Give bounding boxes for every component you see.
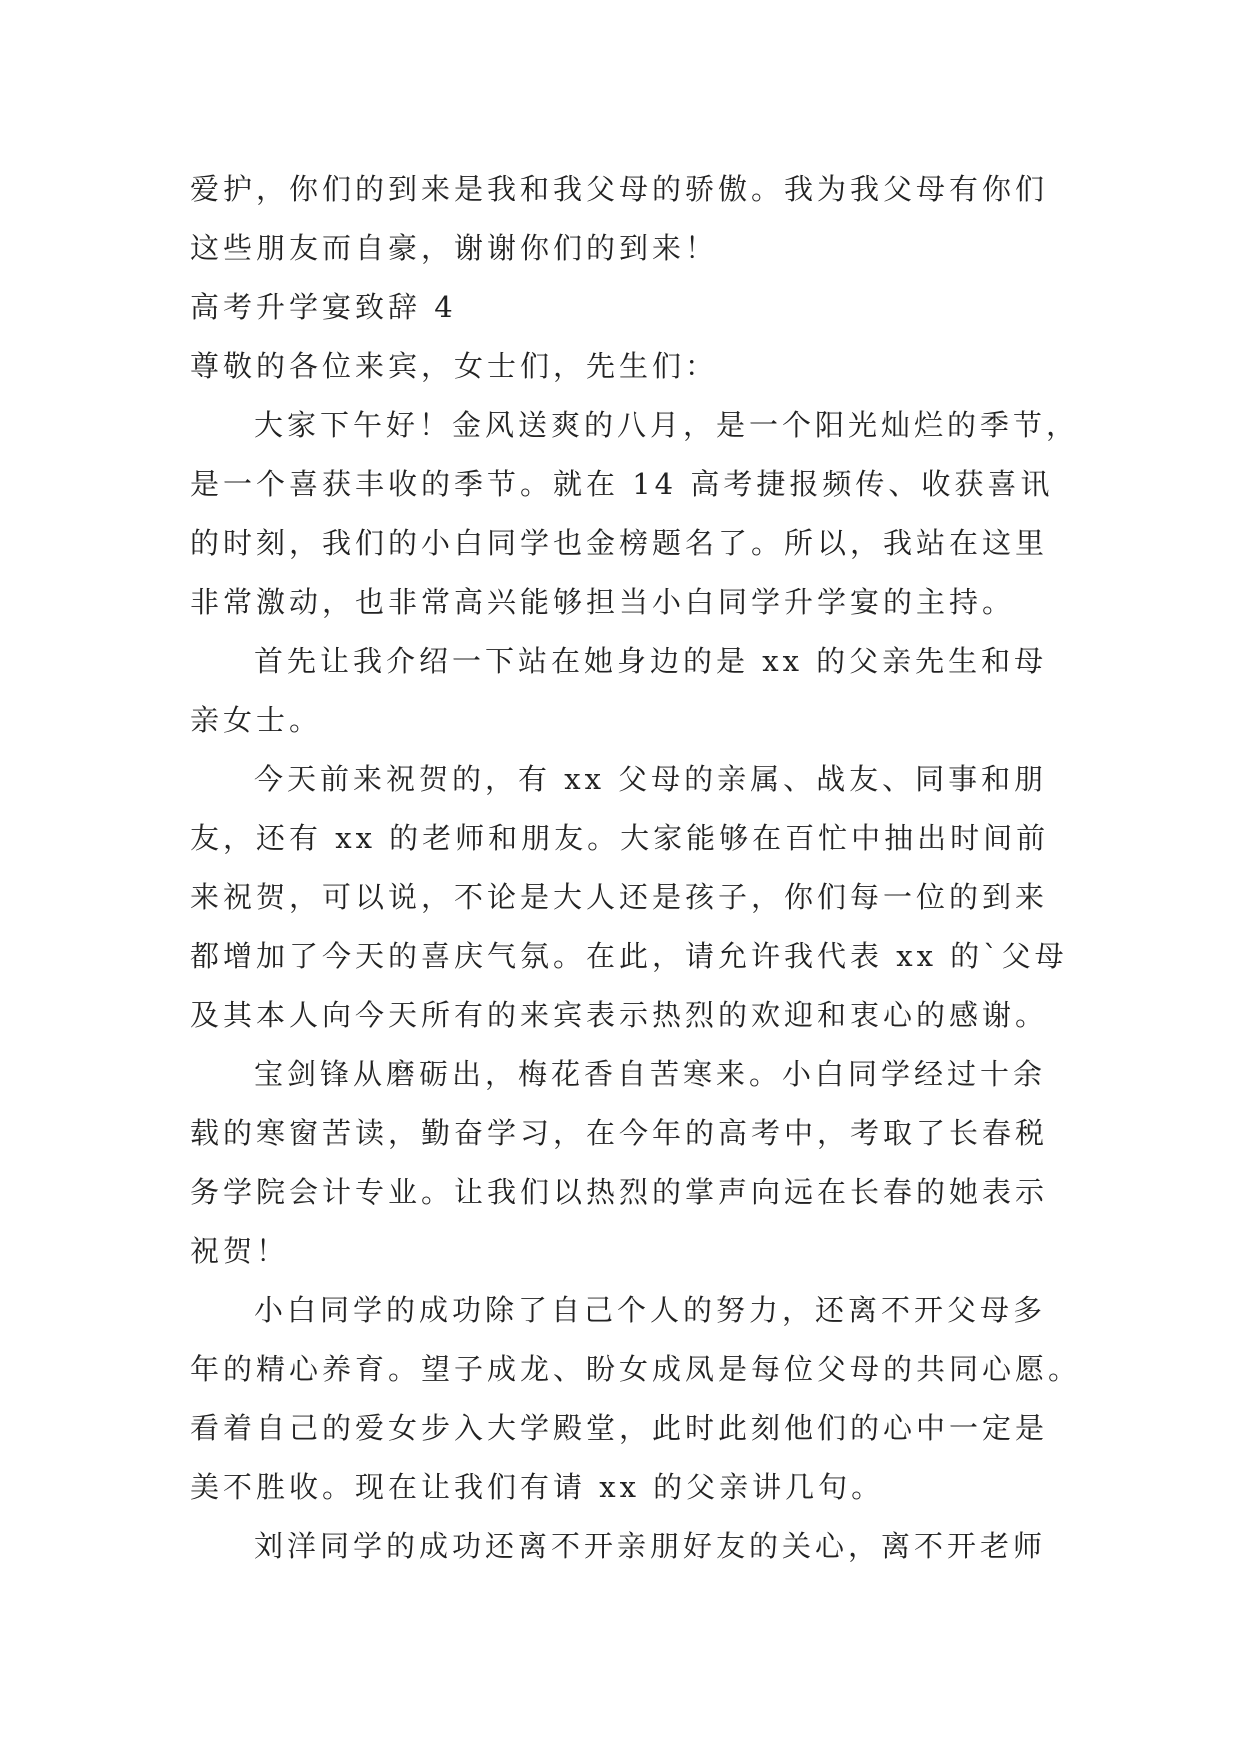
text-line: 是一个喜获丰收的季节。就在 14 高考捷报频传、收获喜讯	[190, 467, 1054, 501]
text-line: 年的精心养育。望子成龙、盼女成凤是每位父母的共同心愿。	[190, 1352, 1082, 1386]
text-line: 爱护，你们的到来是我和我父母的骄傲。我为我父母有你们	[190, 172, 1049, 206]
text-line: 祝贺！	[190, 1234, 290, 1268]
text-line: 来祝贺，可以说，不论是大人还是孩子，你们每一位的到来	[190, 880, 1049, 914]
text-line: 尊敬的各位来宾，女士们，先生们：	[190, 349, 719, 383]
text-line: 今天前来祝贺的，有 xx 父母的亲属、战友、同事和朋	[254, 762, 1048, 796]
text-line: 非常激动，也非常高兴能够担当小白同学升学宴的主持。	[190, 585, 1016, 619]
text-line: 的时刻，我们的小白同学也金榜题名了。所以，我站在这里	[190, 526, 1049, 560]
text-line: 高考升学宴致辞 4	[190, 290, 457, 324]
text-line: 亲女士。	[190, 703, 323, 737]
text-line: 美不胜收。现在让我们有请 xx 的父亲讲几句。	[190, 1470, 885, 1504]
text-line: 小白同学的成功除了自己个人的努力，还离不开父母多	[254, 1293, 1047, 1327]
text-line: 载的寒窗苦读，勤奋学习，在今年的高考中，考取了长春税	[190, 1116, 1049, 1150]
text-line: 友，还有 xx 的老师和朋友。大家能够在百忙中抽出时间前	[190, 821, 1050, 855]
document-body	[190, 160, 1082, 1576]
text-line: 刘洋同学的成功还离不开亲朋好友的关心，离不开老师	[254, 1529, 1047, 1563]
text-line: 这些朋友而自豪，谢谢你们的到来！	[190, 231, 719, 265]
text-line: 看着自己的爱女步入大学殿堂，此时此刻他们的心中一定是	[190, 1411, 1049, 1445]
text-line: 首先让我介绍一下站在她身边的是 xx 的父亲先生和母	[254, 644, 1048, 678]
text-line: 宝剑锋从磨砺出，梅花香自苦寒来。小白同学经过十余	[254, 1057, 1047, 1091]
text-line: 大家下午好！金风送爽的八月，是一个阳光灿烂的季节，	[254, 408, 1080, 442]
text-line: 及其本人向今天所有的来宾表示热烈的欢迎和衷心的感谢。	[190, 998, 1049, 1032]
text-line: 都增加了今天的喜庆气氛。在此，请允许我代表 xx 的`父母	[190, 939, 1068, 973]
text-line: 务学院会计专业。让我们以热烈的掌声向远在长春的她表示	[190, 1175, 1049, 1209]
